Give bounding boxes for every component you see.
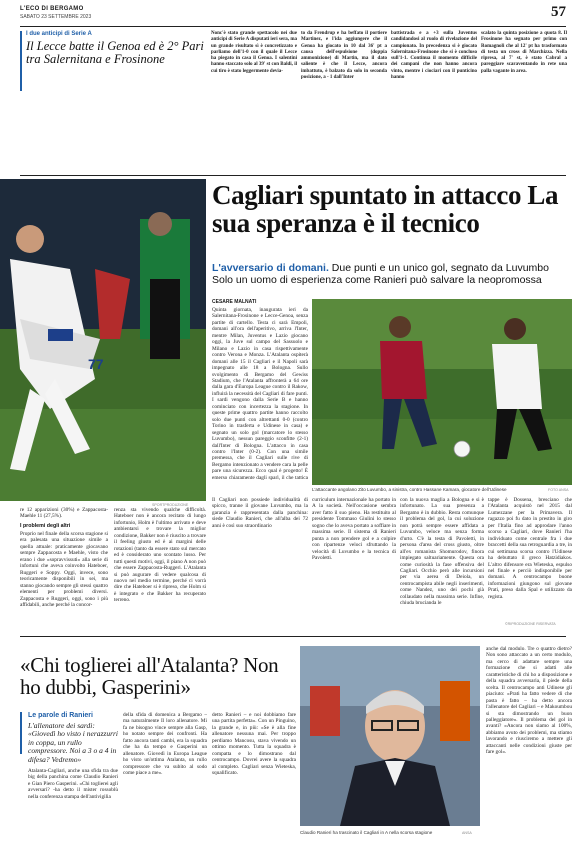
ranieri-headline: «Chi toglierei all'Atalanta? Non ho dubbi, Gasperini» xyxy=(20,653,279,699)
svg-text:77: 77 xyxy=(88,356,104,372)
ranieri-column-3: detto Ranieri – e noi dobbiamo fare una partita perfetta». Con un Pinguino, la grande e, in più: «Se è alla fine allenatore nessuna mai. Per troppo perdiamo Mancosu, stava vivendo un ottimo momento. Tutta la squadra è compatta e lo dimostrano dal centrocampo. Dovrei avere la squadra al completo. Cagliari senza Wieteska, squalificato. xyxy=(212,712,296,777)
ranieri-label: Le parole di Ranieri xyxy=(28,712,93,719)
luvumbo-caption: L'attaccante angolano Zito Luvumbo, a sinistra, contro Hassane Kamara, giocatore dell'Udinese xyxy=(312,487,507,492)
ranieri-credit: ANSA xyxy=(462,831,472,835)
top-column-2: to da Frendrup e ha beffato il portiere Martinez, e l'ida aggiungere che il Genoa ha giocato in 10 dal 36' pt a causa dell'espulsione (doppia ammonizione) di Martin, ma il dato saliente è che il Lecce, ancora imbattuto, è balzato da solo in seconda posizione, a - 1 dall'Inter xyxy=(301,31,387,81)
main-subheadline xyxy=(212,262,572,286)
top-column-3: battistrada e a +3 sulla Juventus candidandosi al ruolo di rivelazione del campionato. In precedenza si è giocato Salernitana-Frosinone che si è concluso sull'1-1. Continua il momento difficile dei campani che non hanno ancora vinto, mentre i ciociari con il punticino hanno xyxy=(391,31,477,81)
sub-text: Due punti e un unico gol, segnato da Luvumbo Solo un uomo di esperienza come Ranieri può salvare la neopromossa xyxy=(212,262,549,286)
left-column-2: renza sta vivendo qualche difficoltà. Hateboer non è ancora recitato di lungo infortunio, Holm è l'ultimo arrivato e deve ambientarsi e trovare la miglior condizione, Bakker non è riuscito a trovare il feeling giusto ed è ai margini delle rotazioni (tanto da essere stato sul mercato ed è considerato uno scontato lusso. Per tutti questi motivi, oggi, il piano A non può che essere Zappacosta-Ruggeri. L'Atalanta si può augurare di vedere qualcosa di nuovo nel medio termine, perché ci vorrà dire che Hateboer si è ripreso, che Holm si è integrato e che Bakker ha recuperato terreno. xyxy=(114,507,206,604)
ranieri-accent-bar xyxy=(20,712,22,754)
top-column-1: Nonc'è stato grande spettacolo nei due anticipi di Serie A disputati ieri sera, ma un grande risultato sì è concretizzato e parliamo dell'1-0 con il quale il Lecce ha piegato in casa il Genoa. I salentini hanno staccato solo al 39' st con Baldi, il cui tiro è stato leggermente devia- xyxy=(211,31,297,74)
main-column-b: Il Cagliari non possiede individualità di spicco, tranne il giovane Luvumbo, ma la garanzia è rappresentata dalla panchina: siede Claudio Ranieri, che all'alba dei 72 anni è così suo straordinario xyxy=(212,497,308,529)
left-stats-text: re 12 apparizioni (30%) e Zappacosta-Maehle 11 (27,5%). xyxy=(20,507,108,520)
newspaper-date: SABATO 23 SETTEMBRE 2023 xyxy=(20,14,92,20)
main-column-d: con la nuova maglia a Bologna e si è infortunato. La sua presenza a Bergamo è in dubbio. Resta comunque il problema del gol, la cui soluzione non potrà sempre essere affidata a Luvumbo, veloce ma senza forma d'urto. C'è la testa di Pavoletti, in persona d'area del cross giusto, oltre all'ex romanista Shomurodov, finora impiegato saltuariamente. Questa ora come curiosità la fase offensiva del Cagliari. Occhio però alle incursioni per via aerea di Deiola, un centrocampista abile negli inserimenti, come Nandez, uno dei pochi già collaudato nella massima serie. Infine, chiuda brucianda le xyxy=(400,497,484,607)
ranieri-photo xyxy=(300,646,480,826)
main-headline: Cagliari spuntato in attacco La sua speranza è il tecnico xyxy=(212,180,559,238)
luvumbo-photo xyxy=(312,299,572,485)
luvumbo-credit: FOTO ANSA xyxy=(548,488,569,492)
ranieri-column-1: Atalanta-Cagliari, anche una sfida tra due big della panchina come Claudio Ranieri e Gian Piero Gasperini. «Chi toglierei agli avversari? -ha detto il mister rossoblù nella conferenza stampa dell'antivigilia xyxy=(28,768,118,800)
ranieri-caption: Claudio Ranieri ha trascinato il Cagliari in A nella scorsa stagione xyxy=(300,830,433,835)
left-photo-credit: SPORTPRODUZIONE xyxy=(152,503,189,507)
top-headline: Il Lecce batte il Genoa ed è 2° Pari tra Salernitana e Frosinone xyxy=(26,39,204,66)
top-column-4: scalato la quinta posizione a quota 8. Il Frosinone ha segnato per primo con Romagnoli che al 12' pt ha trasformato di testa un cross di Marchizza. Nella ripresa, al 7' st, è stato Cabral a pareggiare scaraventando in rete una palla vagante in area. xyxy=(481,31,567,74)
top-label: I due anticipi di Serie A xyxy=(26,31,92,37)
newspaper-masthead: L'ECO DI BERGAMO xyxy=(20,6,84,12)
byline: CESARE MALNATI xyxy=(212,299,257,305)
section-divider xyxy=(20,175,566,176)
left-subhead: I problemi degli altri xyxy=(20,523,71,529)
top-divider xyxy=(20,26,566,27)
sub-label: L'avversario di domani. xyxy=(212,262,329,274)
page-number: 57 xyxy=(551,4,566,20)
main-column-e: tappe è Dossena, bresciano che l'Atalanta acquistò nel 2015 dal Lumezzane per la Primavera. Il ragazzo poi fu dato in prestito in giro per l'Italia fino ad approdare l'anno scorso a Cagliari, dove Ranieri l'ha individuato come centrale fra i due braccetti della sua retroguardia a tre, in cui settimana scorsa contro l'Udinese ha debuttato il greco Hatzidiakos. L'altro difensore era Wieteska, espulso nel finale e perciò indisponibile per domani. A centrocampo buone informazioni giungono sul giovane Prati, preso dalla Spal e utilizzato da regista. xyxy=(488,497,572,600)
copyright-notice: ©RIPRODUZIONE RISERVATA xyxy=(505,622,556,626)
top-accent-bar xyxy=(20,31,22,91)
main-column-a: Quinta giornata, inaugurata ieri da Salernitana-Frosinone e Lecce-Genoa, senza partite di cartello. Testa ci sarà Empoli, domani all'ora dell'aperitivo, arriva l'Inter, mentre Milan, Juventus e Lazio giocano oggi, la Juve sul campo del Sassuolo e Milano e Lazio in casa rispettivamente contro Verona e Monza. L'Atalanta ospiterà domani alle 15 il Cagliari e il Napoli sarà impegnato alle 18 a Bologna. Sullo svolgimento di Bergamo del Gewiss Stadium, che l'Atalanta affronterà a 64 ore dalla gara d'Europa League contro il Rakow, influirà la necessità del Cagliari di fare punti. I sardi vengono dalla Serie B e hanno cominciato con incertezza la stagione. In queste prime quattro partite hanno raccolto solo due punti con altrettanti 0-0 (contro Torino in trasferta e Udinese in casa) e segnato un solo gol (marcatore lo stesso Luvumbo), nessun pareggio sconfitte (2-1) dall'Inter di Bologna. L'attacco in casa contro l'Inter (0-2). Con una simile premessa, che il Cagliari sulle rive di Bergamo intenzionato a vendere cara la pelle pare una sicurezza. Ecco qual è progetto! È emerso chiaramente dagli sparì, il che tattica xyxy=(212,307,308,481)
left-column-1: Proprio nel finale della scorsa stagione si era palesata una situazione simile a quella attuale: praticamente giocavano sempre Zappacosta e Maehle, visto che erano i due «sopravvissuti» alla serie di infortuni che aveva coinvolto Hateboer, Ruggeri e Soppy. Oggi, invece, sono teoricamente disponibili in sei, ma stanno giocando sempre gli stessi quattro elementi per problemi diversi. Zappacosta e Ruggeri, oggi, sono i più affidabili, anche perché la concor- xyxy=(20,531,108,608)
section-divider-2 xyxy=(20,636,566,637)
ranieri-column-4: anche dal modulo. Tre o quattro dietro? Non sono attaccato a un certo modulo, ma cerco di adattare sempre una formazione che si adatti alle caratteristiche di chi ho a disposizione e della squadra avversaria, il piede della scelta. Il centrocampo anti Udinese gli piaciuto: «Prati ha fatto vedere di che pasta è fatto – ha detto ancora l'allenatore del Cagliari – e Makoumbou si sta dimostrando un buon palleggiatore». Il problema del gol in avanti? «Ancora non siamo al 100%, abbiamo avuto dei problemi, ma stiamo lavorando e riusciremo a mettere gli attaccanti nelle condizioni giuste per fare gol». xyxy=(486,646,572,756)
main-column-c: curriculum internazionale ha portato in A la società. Nell'occasione sembra aver fatto il suo pieno. Ha restituito al presidente Tommaso Giulini lo stesso sogno che lo aveva portato a soffiare in massima serie. Il sistema di Ranieri punta a non prendere gol e a colpire con ripartenze veloci sfruttando la velocità di Luvumbo e la tecnica di Pavoletti. xyxy=(312,497,396,562)
atalanta-player-photo xyxy=(0,179,206,501)
ranieri-column-2: della sfida di domenica a Bergamo – ma naturalmente Il loro allenatore. Mi fa ne bisogno vince sempre alla Gasp, ho notato sempre dei confronti. Ha fatto ancora tanti cambi, era la squadra che ha da tempo e Gasperini un allenatore. Giovedì in Europa League ho visto un'ottima Atalanta, un rullo compressore che va subito al sodo come piace a me». xyxy=(123,712,207,777)
ranieri-lede: L'allenatore dei sardi: «Giovedì ho visto i nerazzurri in coppa, un rullo compressore. Noi a 3 o a 4 in difesa? Vedremo» xyxy=(28,721,118,764)
